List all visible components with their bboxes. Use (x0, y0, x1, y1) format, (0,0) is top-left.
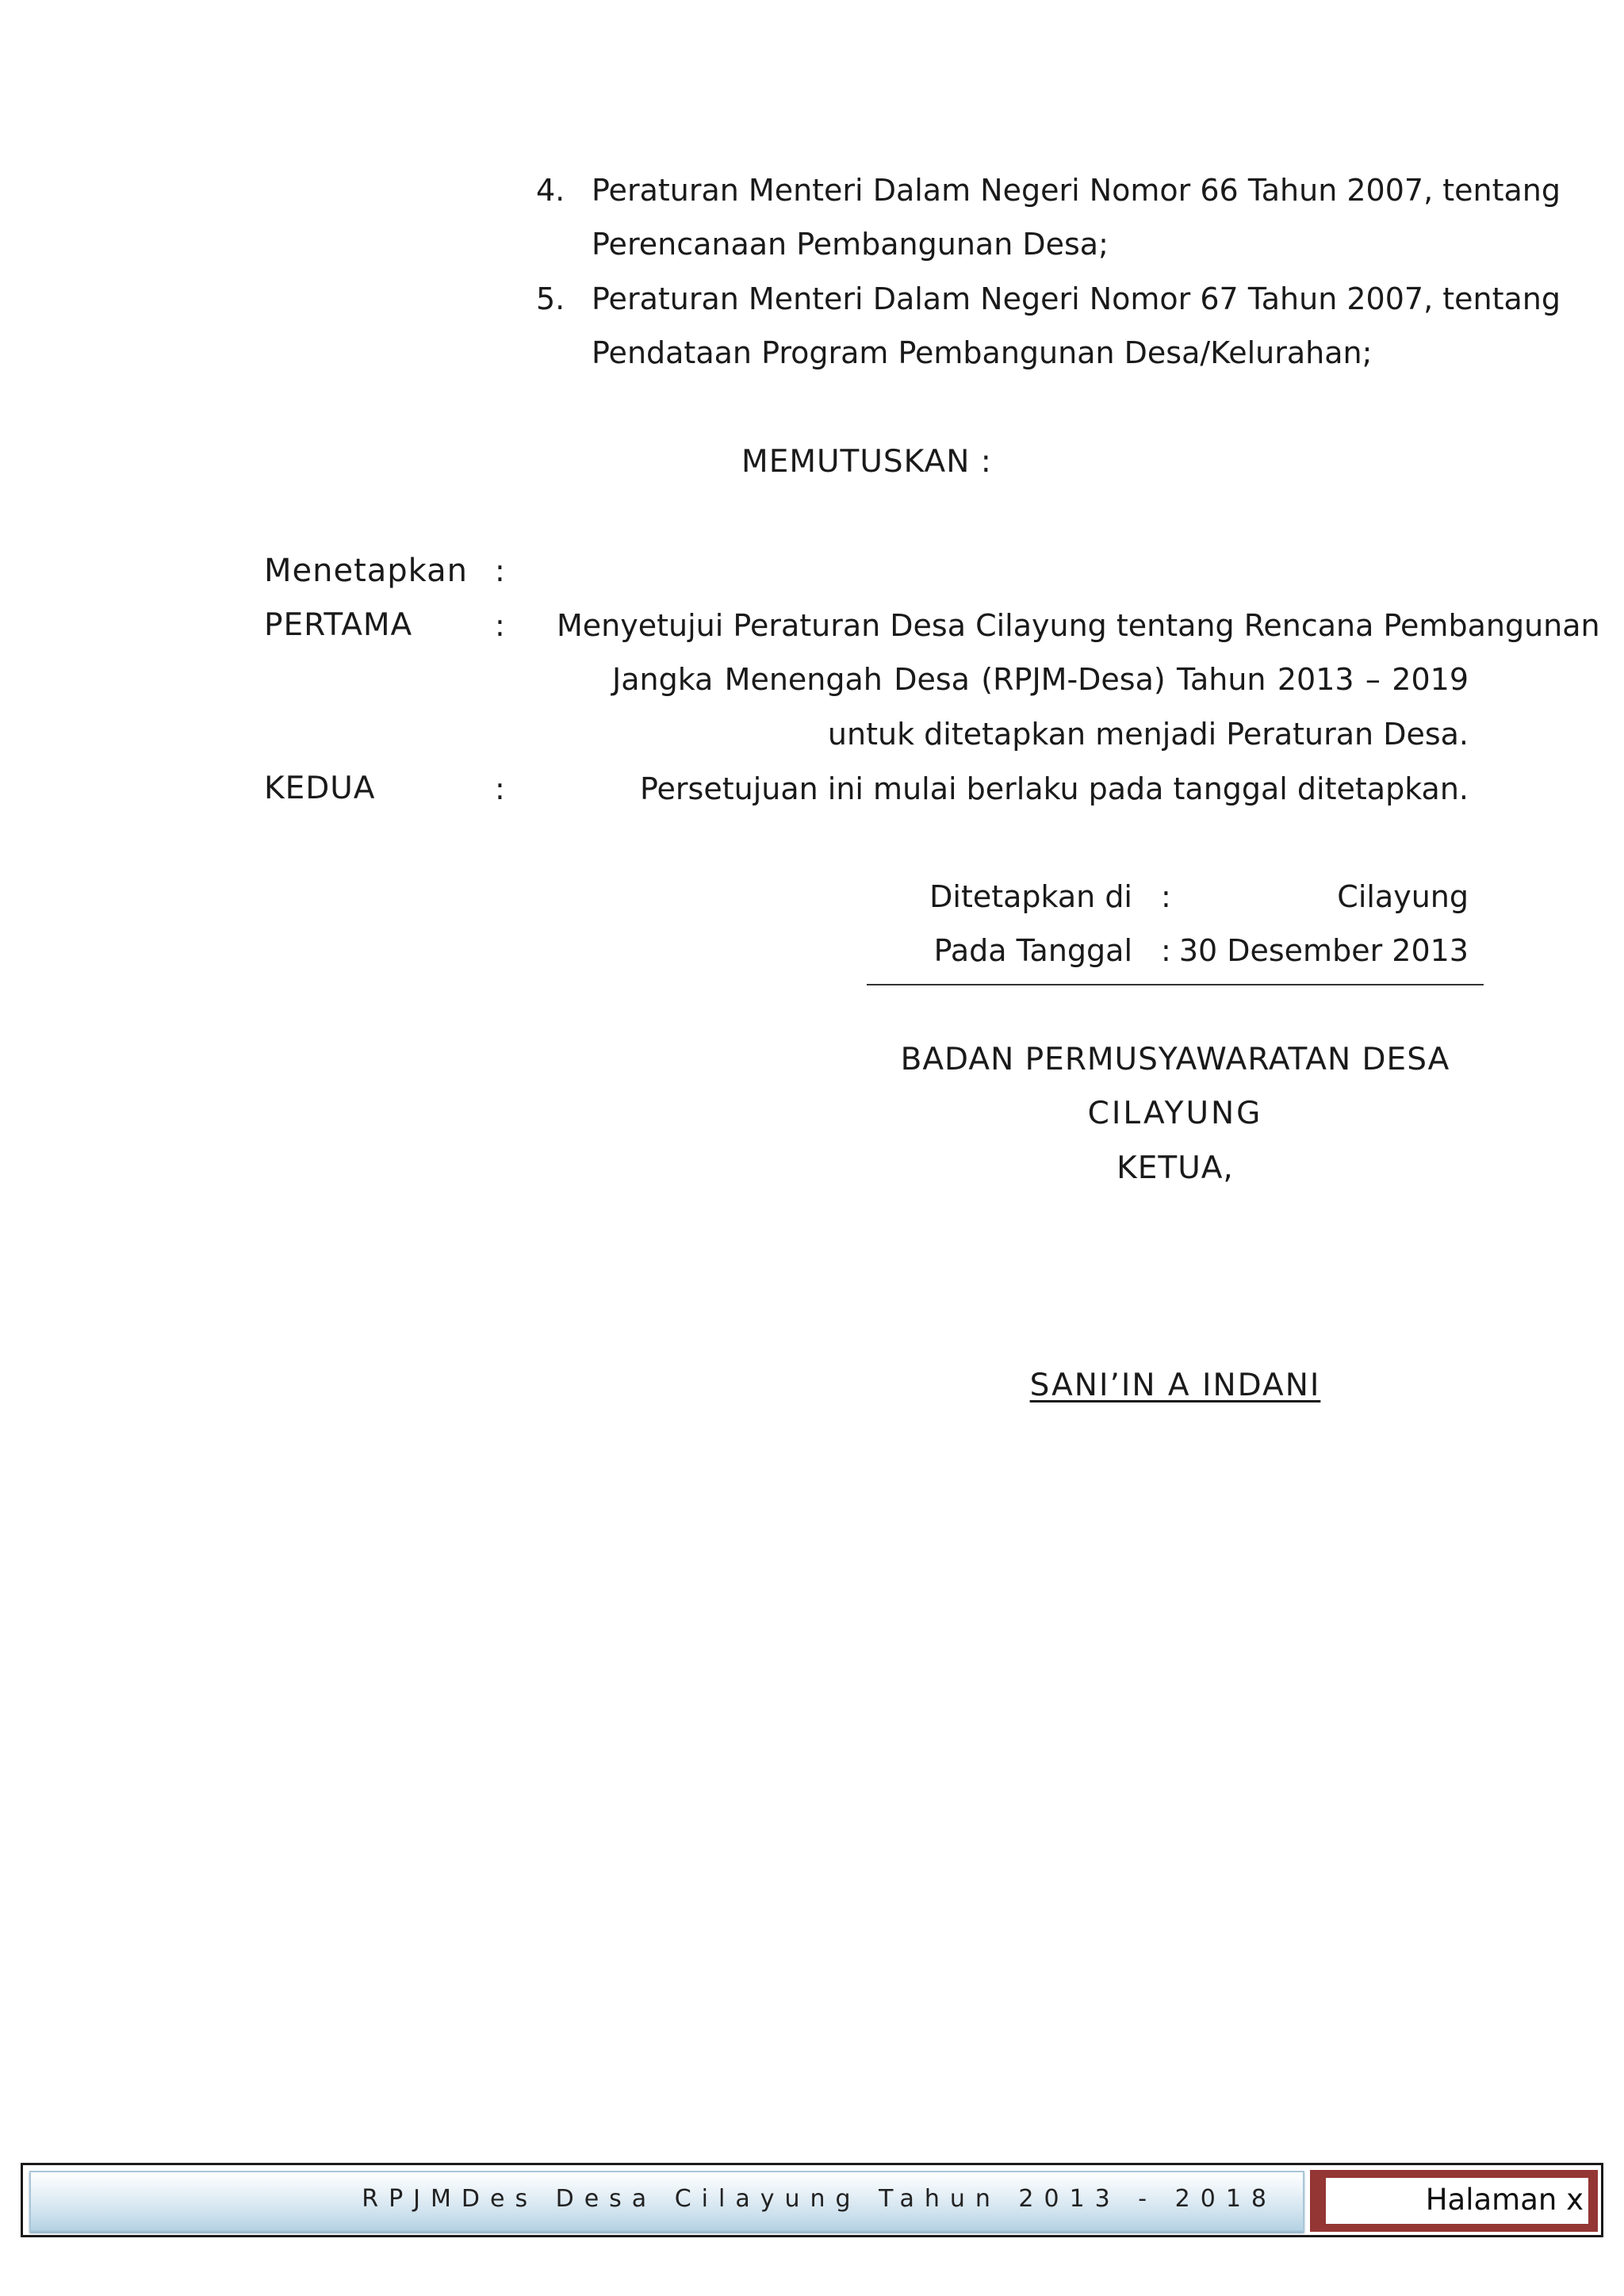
list-number-5: 5. (536, 281, 565, 316)
menetapkan-colon: : (495, 553, 505, 588)
list-item-5-line2: Pendataan Program Pembangunan Desa/Kelurahan; (592, 335, 1373, 370)
page-number-box (1310, 2170, 1598, 2232)
kedua-text: Persetujuan ini mulai berlaku pada tanggal ditetapkan. (639, 771, 1469, 806)
pertama-text-line1: Menyetujui Peraturan Desa Cilayung tentang Rencana Pembangunan (557, 608, 1600, 643)
kedua-colon: : (495, 771, 505, 806)
list-number-4: 4. (536, 173, 565, 208)
enactment-date-colon: : (1161, 933, 1171, 968)
page-number-inner (1326, 2178, 1588, 2224)
signature-divider (867, 984, 1484, 985)
signature-org-line2: CILAYUNG (1087, 1096, 1263, 1131)
enactment-place-value: Cilayung (1337, 879, 1469, 914)
enactment-place-label: Ditetapkan di (929, 879, 1132, 914)
enactment-place-colon: : (1161, 879, 1171, 914)
kedua-label: KEDUA (264, 771, 376, 806)
signature-name-text: SANI’IN A INDANI (1029, 1368, 1321, 1403)
signature-org-line1: BADAN PERMUSYAWARATAN DESA (900, 1042, 1450, 1077)
list-item-4-line1: Peraturan Menteri Dalam Negeri Nomor 66 Tahun 2007, tentang (592, 173, 1561, 208)
list-item-4-line2: Perencanaan Pembangunan Desa; (592, 227, 1109, 262)
pertama-colon: : (495, 608, 505, 643)
enactment-date-value: 30 Desember 2013 (1178, 933, 1469, 968)
page-number-label: Halaman x (1425, 2183, 1584, 2217)
pertama-text-line2: Jangka Menengah Desa (RPJM-Desa) Tahun 2013 – 2019 (612, 662, 1469, 697)
enactment-date-label: Pada Tanggal (933, 933, 1132, 968)
footer-title: RPJMDes Desa Cilayung Tahun 2013 - 2018 (362, 2185, 1277, 2213)
pertama-text-line3: untuk ditetapkan menjadi Peraturan Desa. (827, 717, 1469, 752)
decision-heading: MEMUTUSKAN : (741, 444, 992, 480)
signature-name (858, 1368, 1492, 1404)
signature-role: KETUA, (1116, 1150, 1234, 1186)
list-item-5-line1: Peraturan Menteri Dalam Negeri Nomor 67 Tahun 2007, tentang (592, 281, 1561, 316)
pertama-label: PERTAMA (264, 607, 413, 643)
menetapkan-label: Menetapkan (264, 553, 468, 589)
